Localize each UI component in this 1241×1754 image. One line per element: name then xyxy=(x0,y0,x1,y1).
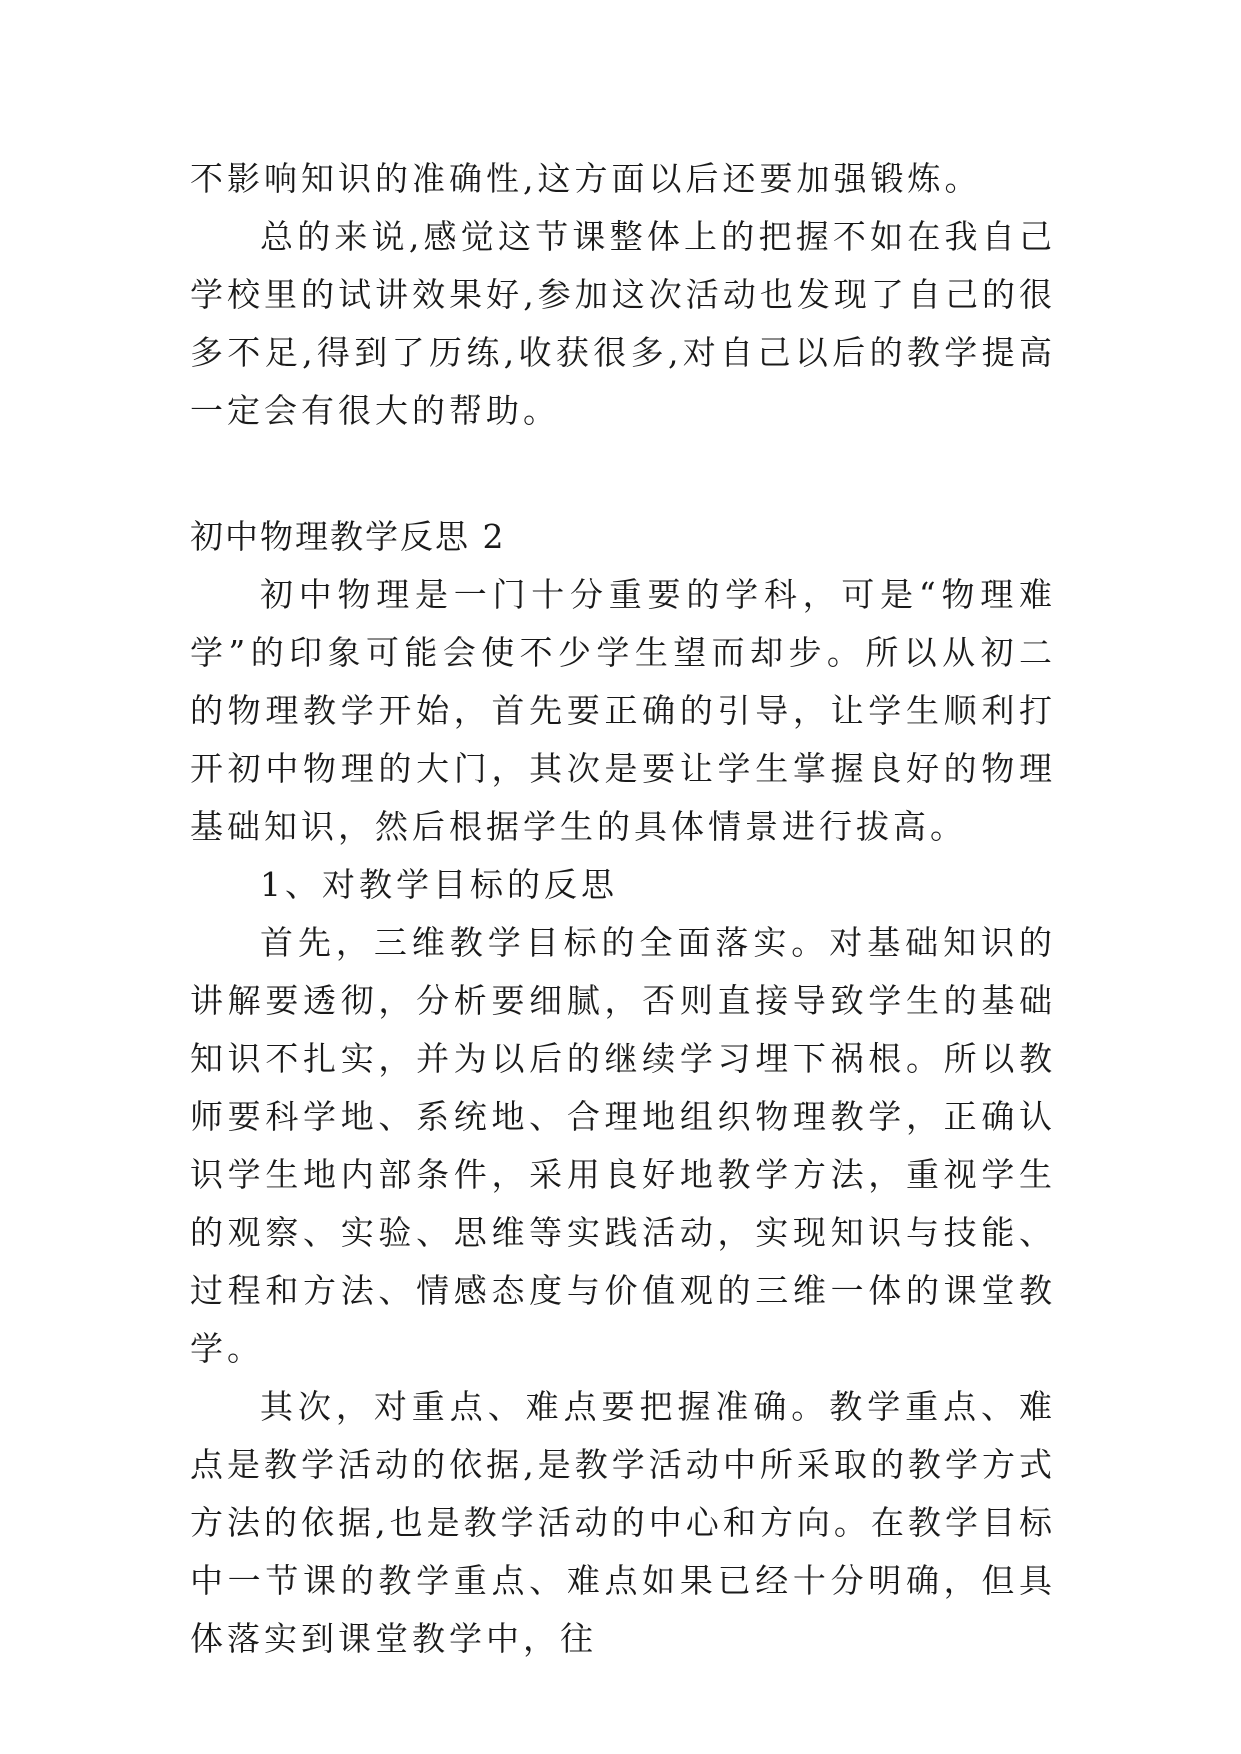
paragraph-intro: 初中物理是一门十分重要的学科，可是“物理难学”的印象可能会使不少学生望而却步。所以从初二的物理教学开始，首先要正确的引导，让学生顺利打开初中物理的大门，其次是要让学生掌握良好的物理基础知识，然后根据学生的具体情景进行拔高。 xyxy=(190,575,1056,846)
subheading-teaching-goals: 1、对教学目标的反思 xyxy=(260,865,618,904)
paragraph-second-point: 其次，对重点、难点要把握准确。教学重点、难点是教学活动的依据,是教学活动中所采取的教学方式方法的依据,也是教学活动的中心和方向。在教学目标中一节课的教学重点、难点如果已经十分明确，但具体落实到课堂教学中，往 xyxy=(190,1387,1056,1658)
document-page xyxy=(190,150,1056,1668)
paragraph-continuation: 不影响知识的准确性,这方面以后还要加强锻炼。 xyxy=(190,159,982,198)
section-gap xyxy=(190,440,1056,508)
paragraph-first-point: 首先，三维教学目标的全面落实。对基础知识的讲解要透彻，分析要细腻，否则直接导致学生的基础知识不扎实，并为以后的继续学习埋下祸根。所以教师要科学地、系统地、合理地组织物理教学，正确认识学生地内部条件，采用良好地教学方法，重视学生的观察、实验、思维等实践活动，实现知识与技能、过程和方法、情感态度与价值观的三维一体的课堂教学。 xyxy=(190,923,1056,1368)
section-title: 初中物理教学反思 2 xyxy=(190,517,506,556)
paragraph-summary: 总的来说,感觉这节课整体上的把握不如在我自己学校里的试讲效果好,参加这次活动也发现了自己的很多不足,得到了历练,收获很多,对自己以后的教学提高一定会有很大的帮助。 xyxy=(190,217,1056,430)
